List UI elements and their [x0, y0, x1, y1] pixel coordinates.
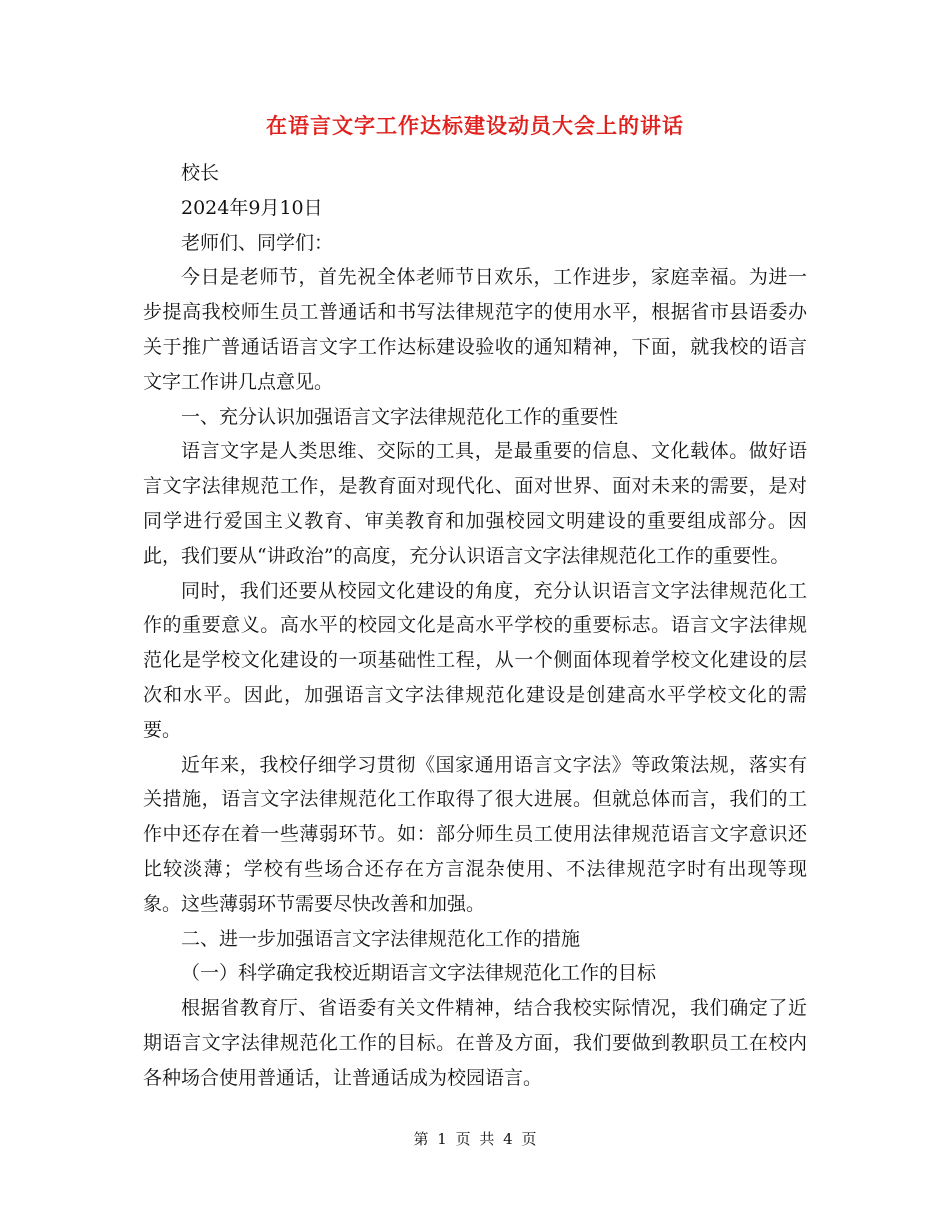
date-line: 2024年9月10日: [181, 196, 323, 219]
document-body: [143, 156, 807, 1096]
section-heading-2: 二、进一步加强语言文字法律规范化工作的措施: [181, 927, 581, 950]
paragraph-intro: 今日是老师节，首先祝全体老师节日欢乐，工作进步，家庭幸福。为进一步提高我校师生员工普通话和书写法律规范字的使用水平，根据省市县语委办关于推广普通话语言文字工作达标建设验收的通知精神，下面，就我校的语言文字工作讲几点意见。: [143, 266, 807, 393]
paragraph: 同时，我们还要从校园文化建设的角度，充分认识语言文字法律规范化工作的重要意义。高水平的校园文化是高水平学校的重要标志。语言文字法律规范化是学校文化建设的一项基础性工程，从一个侧面体现着学校文化建设的层次和水平。因此，加强语言文字法律规范化建设是创建高水平学校文化的需要。: [143, 579, 807, 741]
salutation: 老师们、同学们：: [181, 231, 334, 254]
page-number-footer: 第 1 页 共 4 页: [413, 1130, 537, 1148]
paragraph: 语言文字是人类思维、交际的工具，是最重要的信息、文化载体。做好语言文字法律规范工作，是教育面对现代化、面对世界、面对未来的需要，是对同学进行爱国主义教育、审美教育和加强校园文明建设的重要组成部分。因此，我们要从“讲政治”的高度，充分认识语言文字法律规范化工作的重要性。: [143, 440, 807, 567]
paragraph: 近年来，我校仔细学习贯彻《国家通用语言文字法》等政策法规，落实有关措施，语言文字法律规范化工作取得了很大进展。但就总体而言，我们的工作中还存在着一些薄弱环节。如：部分师生员工使用法律规范语言文字意识还比较淡薄；学校有些场合还存在方言混杂使用、不法律规范字时有出现等现象。这些薄弱环节需要尽快改善和加强。: [143, 753, 807, 915]
paragraph: 根据省教育厅、省语委有关文件精神，结合我校实际情况，我们确定了近期语言文字法律规范化工作的目标。在普及方面，我们要做到教职员工在校内各种场合使用普通话，让普通话成为校园语言。: [143, 997, 807, 1089]
section-heading-1: 一、充分认识加强语言文字法律规范化工作的重要性: [181, 405, 619, 428]
document-title: 在语言文字工作达标建设动员大会上的讲话: [266, 113, 684, 138]
subsection-heading: （一）科学确定我校近期语言文字法律规范化工作的目标: [181, 962, 657, 985]
speaker-line: 校长: [181, 162, 220, 184]
